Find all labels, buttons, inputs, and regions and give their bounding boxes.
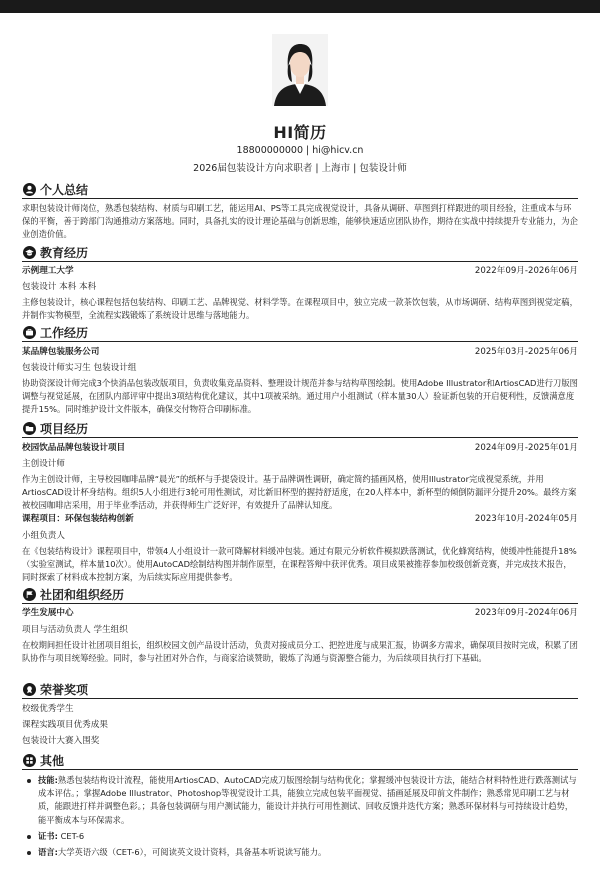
section-title: 荣誉奖项 xyxy=(40,682,89,697)
section-campus xyxy=(22,585,578,604)
education-date: 2022年09月-2026年06月 xyxy=(474,266,578,276)
graduation-cap-icon xyxy=(22,245,36,259)
project-role: 主创设计师 xyxy=(22,459,65,469)
item-text: 大学英语六级（CET-6），可阅读英文设计资料，具备基本听说读写能力。 xyxy=(57,847,327,858)
campus-date: 2023年09月-2024年06月 xyxy=(474,608,578,618)
education-header xyxy=(22,265,578,278)
list-item xyxy=(22,774,578,827)
company-name: 某品牌包装服务公司 xyxy=(22,347,100,357)
section-title: 个人总结 xyxy=(40,182,89,197)
work-text: 协助资深设计师完成3个快消品包装改版项目，负责收集竞品资料、整理设计规范并参与结构草图绘制。使用Adobe Illustrator和ArtiosCAD进行刀版图调整与视觉延展，在团队内部评审中提出3项结构优化建议，其中1项被采纳。通过用户小组测试（样本量30人）验证新包装的开启便利性，反馈满意度提升15%。同时维护设计文件版本，确保交付物符合印刷标准。 xyxy=(22,378,578,415)
item-label: 技能: xyxy=(38,775,58,785)
project-date: 2023年10月-2024年05月 xyxy=(474,514,578,524)
project-text: 在《包装结构设计》课程项目中，带领4人小组设计一款可降解材料缓冲包装。通过有限元分析软件模拟跌落测试，优化蜂窝结构，使缓冲性能提升18%（实验室测试，样本量10次）。使用AutoCAD绘制结构图并制作原型，在课程答辩中获评优秀。项目成果被推荐参加校级创新竞赛，并完成技术报告，同时探索了材料成本控制方案，为后续实际应用提供参考。 xyxy=(22,546,577,583)
project-header xyxy=(22,513,578,526)
folder-icon xyxy=(22,421,36,435)
summary-text: 求职包装设计师岗位，熟悉包装结构、材质与印刷工艺，能运用AI、PS等工具完成视觉设计，具备从调研、草图到打样跟进的项目经验，注重成本与环保的平衡，善于跨部门沟通推动方案落地。同时，具备扎实的设计理论基础与创新思维，能够快速适应团队协作，期待在实战中持续提升专业能力，为企业创造价值。 xyxy=(22,203,578,240)
project-name: 课程项目：环保包装结构创新 xyxy=(22,514,134,524)
contact-info: 18800000000 | hi@hicv.cn xyxy=(236,145,364,156)
briefcase-icon xyxy=(22,325,36,339)
top-bar xyxy=(0,0,600,13)
work-role: 包装设计师实习生 包装设计组 xyxy=(22,363,137,373)
list-item xyxy=(22,846,578,859)
project-role: 小组负责人 xyxy=(22,531,65,541)
section-summary xyxy=(22,180,578,199)
project-name: 校园饮品品牌包装设计项目 xyxy=(22,443,126,453)
item-text: CET-6 xyxy=(60,830,85,841)
section-work xyxy=(22,323,578,342)
award-icon xyxy=(22,682,36,696)
section-title: 项目经历 xyxy=(40,421,89,436)
section-title: 教育经历 xyxy=(40,245,89,260)
honor-item: 校级优秀学生 xyxy=(22,704,74,714)
campus-header xyxy=(22,607,578,620)
item-text: 熟悉包装结构设计流程，能使用ArtiosCAD、AutoCAD完成刀版图绘制与结构优化；掌握缓冲包装设计方法，能结合材料特性进行跌落测试与成本评估。；掌握Adobe Illustrator、Photoshop等视觉设计工具，能独立完成包装平面视觉、插画延展及印前文件制作；熟悉常见印刷工艺与材质，能跟进打样并调整色彩。；具备包装调研与用户测试能力，能设计并执行可用性测试、回收反馈并迭代方案；熟悉环保材料与可持续设计趋势，能平衡成本与环保需求。 xyxy=(38,775,577,825)
candidate-name: HI简历 xyxy=(273,123,327,142)
project-header xyxy=(22,442,578,455)
section-honors xyxy=(22,680,578,699)
item-label: 证书: xyxy=(38,830,58,841)
section-title: 社团和组织经历 xyxy=(40,587,125,602)
section-projects xyxy=(22,419,578,438)
grid-icon xyxy=(22,753,36,767)
profile-photo xyxy=(272,34,328,106)
work-header xyxy=(22,346,578,359)
item-label: 语言: xyxy=(38,847,58,858)
section-title: 工作经历 xyxy=(40,325,89,340)
section-title: 其他 xyxy=(40,753,65,768)
org-name: 学生发展中心 xyxy=(22,608,74,618)
work-date: 2025年03月-2025年06月 xyxy=(474,347,578,357)
list-item xyxy=(22,830,578,843)
project-text: 作为主创设计师，主导校园咖啡品牌“晨光”的纸杯与手提袋设计。基于品牌调性调研，确定简约插画风格，使用Illustrator完成视觉系统，并用ArtiosCAD设计杯身结构。组织5人小组进行3轮可用性测试，对比新旧杯型的握持舒适度，在20人样本中，新杯型的倾倒防漏评分提升20%。最终方案被校园咖啡店采用，用于毕业季活动，并获得师生广泛好评，有效提升了品牌认知度。 xyxy=(22,474,577,511)
honor-item: 包装设计大赛入围奖 xyxy=(22,736,100,746)
school-name: 示例理工大学 xyxy=(22,266,74,276)
campus-text: 在校期间担任设计社团项目组长，组织校园文创产品设计活动，负责对接成员分工、把控进度与成果汇报，协调多方需求，确保项目按时完成，积累了团队协作与项目统筹经验。同时，参与社团对外合作，与商家洽谈赞助，锻炼了沟通与资源整合能力，为后续项目执行打下基础。 xyxy=(22,640,578,664)
job-target: 2026届包装设计方向求职者 | 上海市 | 包装设计师 xyxy=(193,163,407,174)
education-major: 包装设计 本科 本科 xyxy=(22,282,97,292)
person-icon xyxy=(22,182,36,196)
section-education xyxy=(22,243,578,262)
campus-role: 项目与活动负责人 学生组织 xyxy=(22,625,128,635)
honor-item: 课程实践项目优秀成果 xyxy=(22,720,108,730)
others-list xyxy=(22,774,578,859)
education-text: 主修包装设计，核心课程包括包装结构、印刷工艺、品牌视觉、材料学等。在课程项目中，独立完成一款茶饮包装，从市场调研、结构草图到视觉定稿，并制作实物模型，全流程实践锻炼了系统设计思维与落地能力。 xyxy=(22,297,578,321)
project-date: 2024年09月-2025年01月 xyxy=(474,443,578,453)
section-others xyxy=(22,751,578,770)
flag-icon xyxy=(22,587,36,601)
